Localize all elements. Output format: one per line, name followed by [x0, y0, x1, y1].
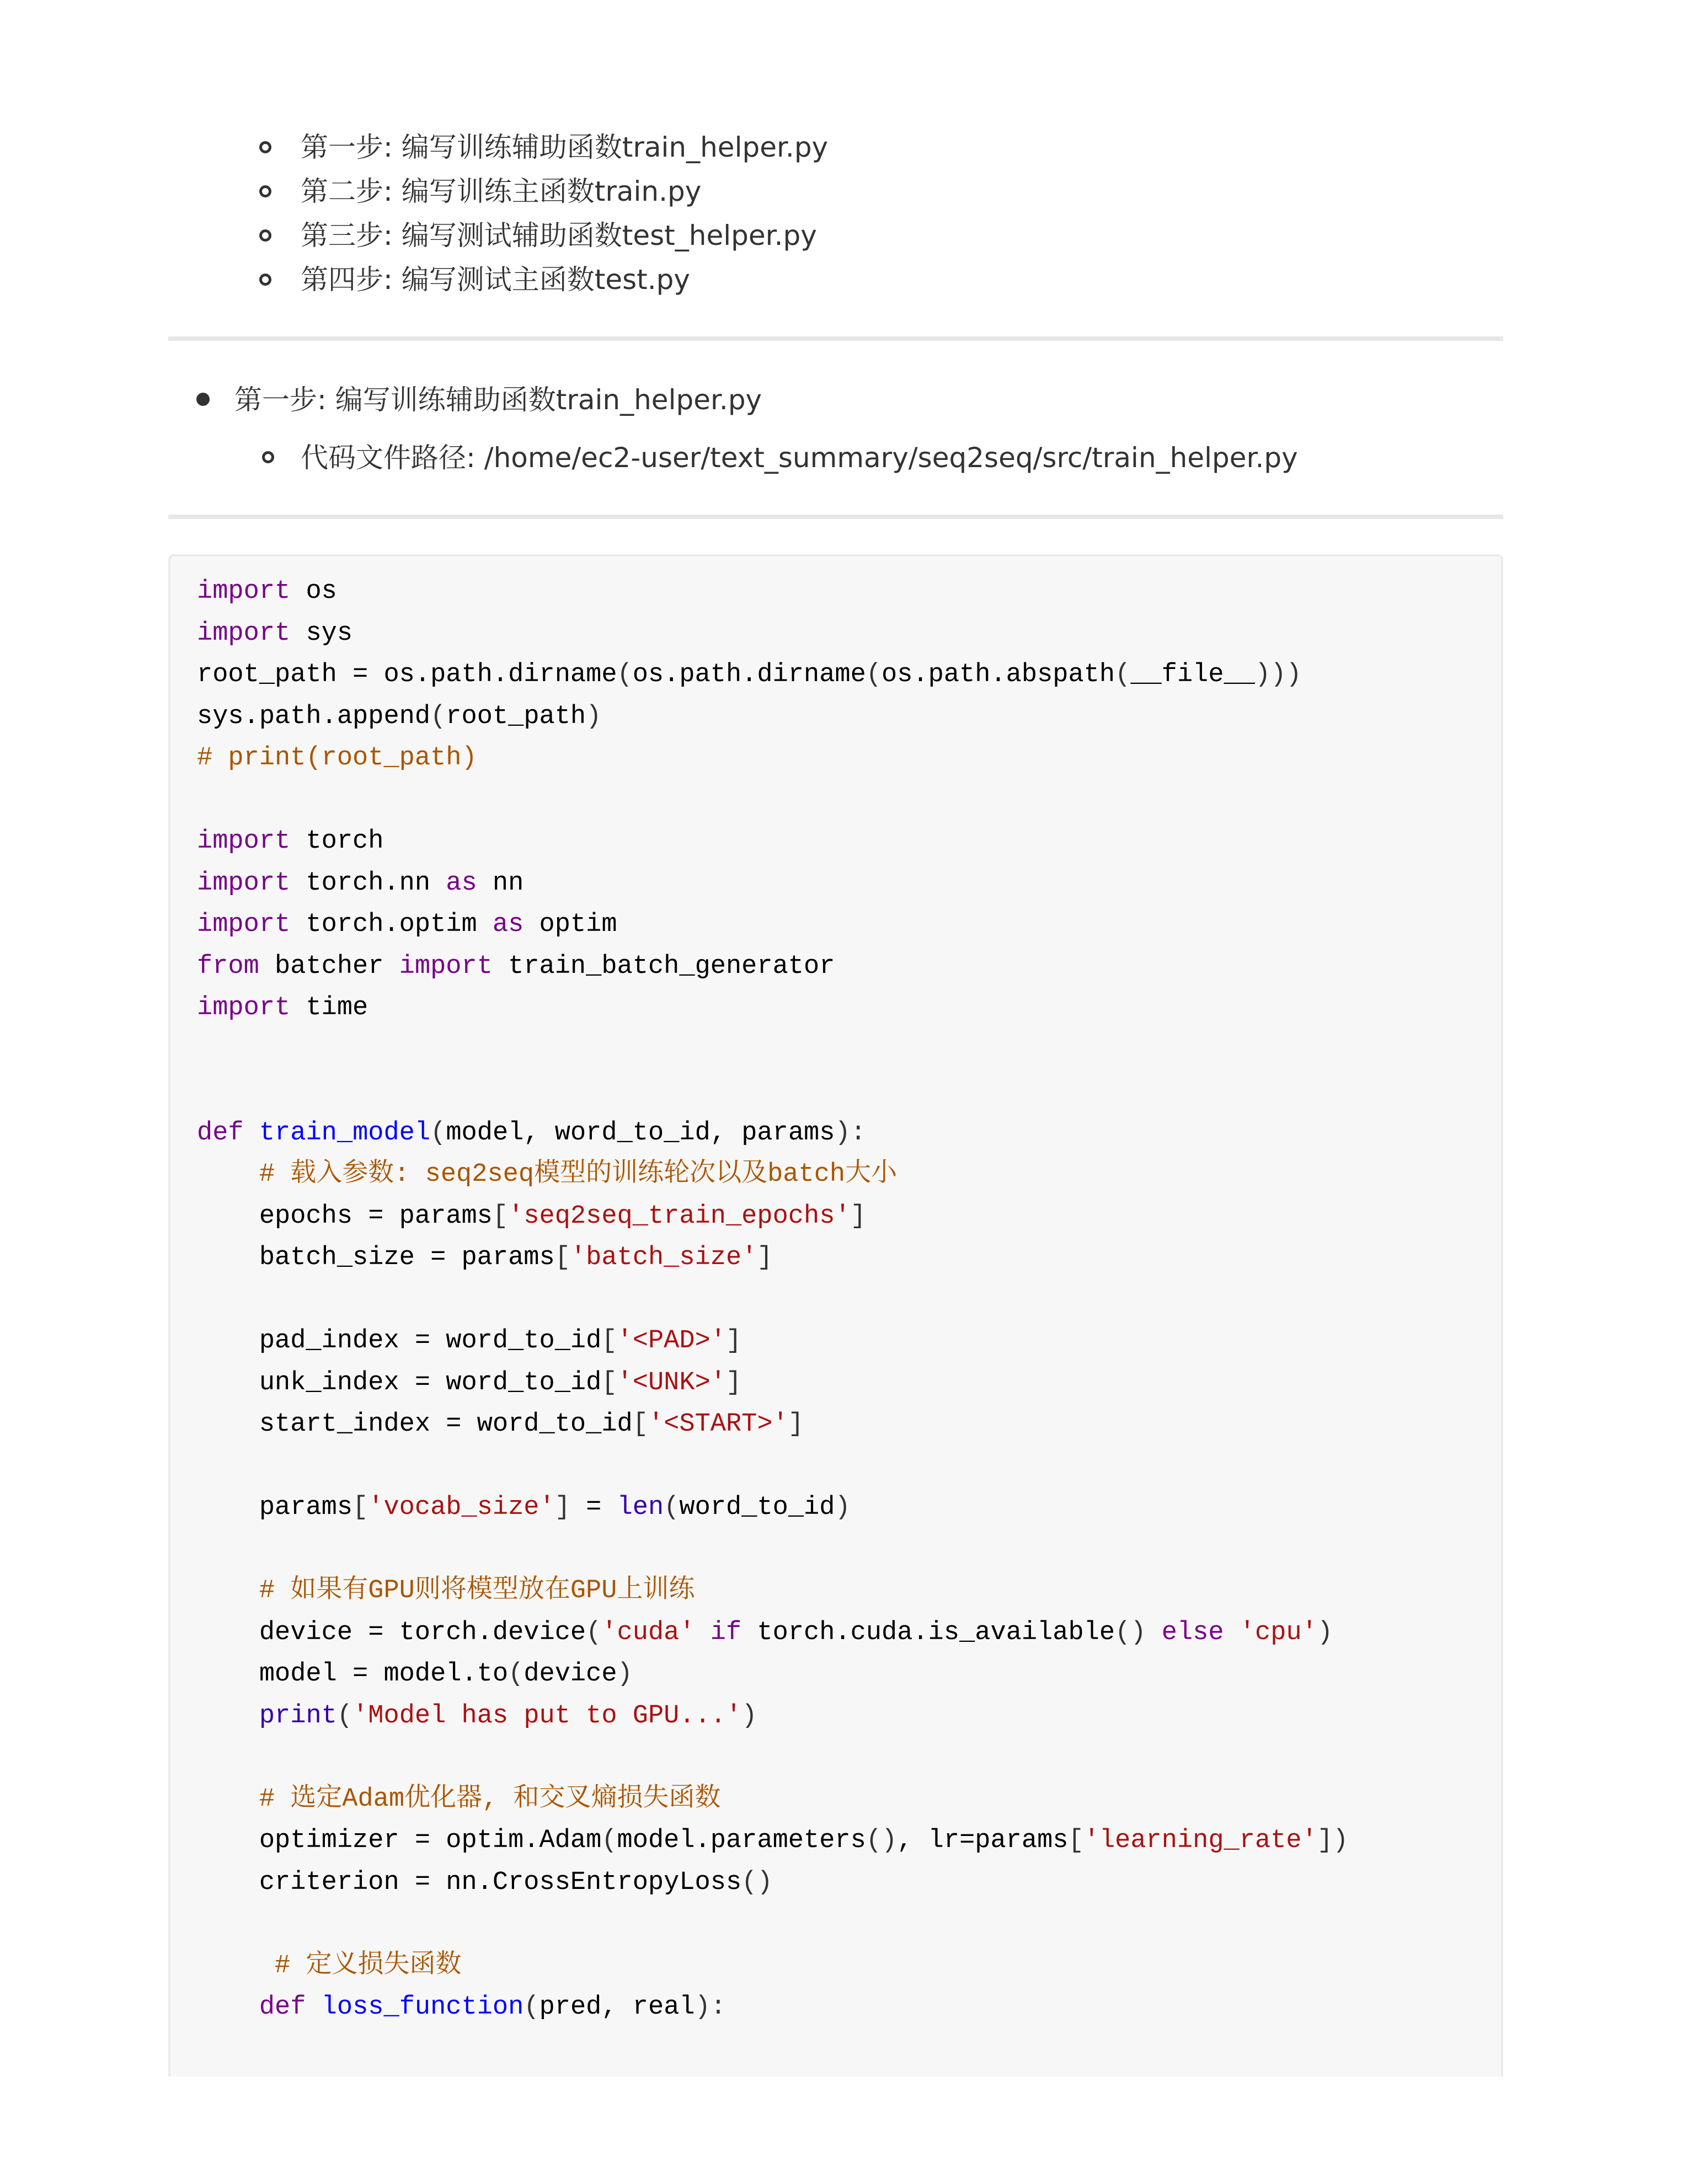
code-token-kw: import	[197, 868, 291, 898]
code-token-pn: (	[336, 1701, 353, 1731]
code-line	[197, 654, 1348, 696]
code-token	[197, 1993, 259, 2022]
code-token-pn: ()	[866, 1826, 898, 1855]
code-token-kw: else	[1161, 1618, 1224, 1647]
code-token: =	[570, 1493, 617, 1522]
code-token-pn: ()	[1115, 1618, 1146, 1647]
code-line	[197, 1279, 1348, 1321]
code-token-pn: (	[430, 1118, 446, 1148]
code-line	[197, 696, 1348, 738]
code-token	[306, 1993, 321, 2022]
code-token-bi: len	[617, 1493, 664, 1522]
code-token	[197, 1160, 259, 1189]
code-line	[197, 1154, 1348, 1196]
code-token-pn: ):	[835, 1118, 866, 1148]
code-token: batcher	[259, 951, 399, 981]
code-line	[197, 1320, 1348, 1362]
code-token-pn: )	[835, 1493, 851, 1522]
code-token-str: 'batch_size'	[570, 1243, 757, 1272]
code-token-str: 'seq2seq_train_epochs'	[508, 1201, 851, 1231]
code-line	[197, 1112, 1348, 1154]
overview-step-text: 第四步: 编写测试主函数test.py	[301, 264, 690, 296]
code-token-kw: import	[197, 910, 291, 939]
code-token-str: '<START>'	[648, 1410, 788, 1439]
code-token-kw: def	[259, 1993, 306, 2022]
code-token: time	[290, 993, 368, 1023]
code-token-cm: # 选定Adam优化器, 和交叉熵损失函数	[259, 1784, 721, 1814]
code-line	[197, 1987, 1348, 2028]
circle-bullet-icon	[259, 185, 271, 197]
code-token-cm: # 载入参数: seq2seq模型的训练轮次以及batch大小	[259, 1160, 898, 1189]
code-token: torch	[290, 827, 384, 856]
circle-bullet-icon	[262, 451, 274, 463]
code-token-pn: [	[554, 1243, 570, 1272]
code-line	[197, 1945, 1348, 1987]
code-token-pn: )	[1317, 1618, 1333, 1647]
code-line	[197, 1779, 1348, 1821]
code-token: train_batch_generator	[492, 951, 835, 981]
code-token-kw: import	[399, 951, 493, 981]
code-token: os.path.dirname	[632, 660, 866, 689]
code-token-pn: )	[617, 1660, 633, 1689]
overview-step-text: 第一步: 编写训练辅助函数train_helper.py	[301, 131, 829, 163]
code-line	[197, 863, 1348, 904]
code-token-pn: [	[601, 1326, 617, 1356]
code-token-pn: (	[664, 1493, 680, 1522]
code-token: model = model.to	[197, 1660, 509, 1689]
code-token-str: 'cuda'	[601, 1618, 695, 1647]
code-token-pn: )))	[1254, 660, 1302, 689]
code-token-pn: (	[866, 660, 882, 689]
code-line	[197, 1862, 1348, 1904]
code-token: criterion = nn.CrossEntropyLoss	[197, 1867, 742, 1897]
code-token: torch.optim	[290, 910, 493, 939]
code-line	[197, 1196, 1348, 1238]
code-token-kw: import	[197, 577, 291, 606]
code-line	[197, 1070, 1348, 1112]
code-token-cm: # 如果有GPU则将模型放在GPU上训练	[259, 1576, 695, 1605]
code-token: sys.path.append	[197, 702, 431, 731]
code-token-pn: ]	[725, 1326, 742, 1356]
code-line	[197, 1695, 1348, 1737]
code-token: os	[290, 577, 337, 606]
code-line	[197, 779, 1348, 821]
code-line	[197, 613, 1348, 655]
code-token-kw: import	[197, 618, 291, 648]
code-token-str: '<PAD>'	[617, 1326, 726, 1356]
circle-bullet-icon	[259, 141, 271, 153]
code-token-fn: loss_function	[321, 1993, 524, 2022]
code-token-fn: train_model	[259, 1118, 431, 1148]
code-token: optim	[524, 910, 617, 939]
code-token: optimizer = optim.Adam	[197, 1826, 602, 1855]
code-token-pn: [	[352, 1493, 368, 1522]
code-token: batch_size = params	[197, 1243, 555, 1272]
code-token-pn: ]	[757, 1243, 773, 1272]
code-line	[197, 1820, 1348, 1862]
code-token-pn: [	[632, 1410, 648, 1439]
code-token	[197, 1785, 259, 1814]
code-token-pn: (	[601, 1826, 617, 1855]
code-token-kw: from	[197, 951, 259, 981]
code-line	[197, 1903, 1348, 1945]
disc-bullet-icon	[196, 393, 210, 406]
code-token-kw: import	[197, 827, 291, 856]
code-token-pn: (	[508, 1660, 524, 1689]
code-token-pn: ]	[850, 1201, 866, 1231]
code-line	[197, 946, 1348, 988]
code-token: device = torch.device	[197, 1618, 586, 1647]
code-token: word_to_id	[679, 1493, 835, 1522]
code-line	[197, 1404, 1348, 1446]
code-token-pn: (	[617, 660, 633, 689]
code-token-pn: [	[1068, 1826, 1084, 1855]
code-token	[244, 1118, 259, 1148]
code-token-pn: ):	[695, 1993, 727, 2022]
code-token: pad_index = word_to_id	[197, 1326, 602, 1356]
code-token-bi: print	[259, 1701, 337, 1731]
code-file-path: 代码文件路径: /home/ec2-user/text_summary/seq2seq/src/train_helper.py	[301, 442, 1298, 474]
divider	[168, 515, 1503, 519]
section-title: 第一步: 编写训练辅助函数train_helper.py	[234, 384, 762, 416]
code-line	[197, 1529, 1348, 1571]
code-line	[197, 1487, 1348, 1529]
code-token	[1146, 1618, 1162, 1647]
code-token-str: 'learning_rate'	[1083, 1826, 1317, 1855]
code-line	[197, 1237, 1348, 1279]
overview-step-text: 第三步: 编写测试辅助函数test_helper.py	[301, 220, 817, 251]
code-line	[197, 904, 1348, 946]
code-token: __file__	[1130, 660, 1255, 689]
code-content[interactable]	[197, 571, 1348, 2028]
code-token-pn: (	[586, 1618, 602, 1647]
code-line	[197, 1362, 1348, 1404]
code-token	[1224, 1618, 1240, 1647]
code-token-pn: (	[524, 1993, 539, 2022]
code-token	[695, 1618, 711, 1647]
code-token	[197, 1951, 275, 1980]
code-token-pn: ]	[725, 1368, 742, 1398]
code-line	[197, 821, 1348, 863]
code-token-kw: if	[710, 1618, 742, 1647]
code-token: device	[524, 1660, 617, 1689]
code-token-pn: )	[586, 702, 602, 731]
divider	[168, 336, 1503, 341]
code-line	[197, 987, 1348, 1029]
code-token-cm: # print(root_path)	[197, 743, 477, 773]
code-line	[197, 1029, 1348, 1071]
code-line	[197, 737, 1348, 779]
code-token: pred, real	[539, 1993, 695, 2022]
code-token: torch.nn	[290, 868, 446, 898]
code-token-pn: ]	[788, 1410, 804, 1439]
circle-bullet-icon	[259, 229, 271, 242]
code-token	[197, 1576, 259, 1605]
code-token-kw: as	[492, 910, 524, 939]
code-token: , lr=params	[897, 1826, 1069, 1855]
code-line	[197, 1446, 1348, 1487]
code-line	[197, 1653, 1348, 1695]
code-token-str: 'Model has put to GPU...'	[352, 1701, 742, 1731]
code-token-pn: [	[492, 1201, 509, 1231]
code-token: nn	[477, 868, 524, 898]
code-token-pn: ()	[741, 1867, 773, 1897]
code-token: sys	[290, 618, 353, 648]
code-token-pn: ]	[554, 1493, 570, 1522]
code-token-pn: (	[430, 702, 446, 731]
code-token-pn: (	[1115, 660, 1131, 689]
code-token: torch.cuda.is_available	[741, 1618, 1115, 1647]
code-token-str: 'vocab_size'	[368, 1493, 555, 1522]
code-token	[197, 1701, 259, 1731]
code-token: root_path	[446, 702, 586, 731]
code-token-kw: import	[197, 993, 291, 1023]
code-token: unk_index = word_to_id	[197, 1368, 602, 1398]
code-token-str: '<UNK>'	[617, 1368, 726, 1398]
code-token: epochs = params	[197, 1201, 493, 1231]
circle-bullet-icon	[259, 274, 271, 286]
code-token-kw: as	[446, 868, 477, 898]
code-token-pn: ])	[1317, 1826, 1349, 1855]
code-token: os.path.abspath	[882, 660, 1115, 689]
code-token: model, word_to_id, params	[446, 1118, 835, 1148]
code-line	[197, 571, 1348, 613]
code-token: model.parameters	[617, 1826, 866, 1855]
code-token: start_index = word_to_id	[197, 1410, 633, 1439]
code-token-str: 'cpu'	[1239, 1618, 1317, 1647]
code-line	[197, 1737, 1348, 1779]
code-token: params	[197, 1493, 353, 1522]
code-line	[197, 1612, 1348, 1654]
code-token-pn: [	[601, 1368, 617, 1398]
code-token-cm: # 定义损失函数	[275, 1951, 462, 1980]
code-token-pn: )	[741, 1701, 757, 1731]
code-token: root_path = os.path.dirname	[197, 660, 617, 689]
code-token-kw: def	[197, 1118, 244, 1148]
code-block[interactable]	[168, 554, 1503, 2076]
code-line	[197, 1570, 1348, 1612]
overview-step-text: 第二步: 编写训练主函数train.py	[301, 175, 702, 207]
